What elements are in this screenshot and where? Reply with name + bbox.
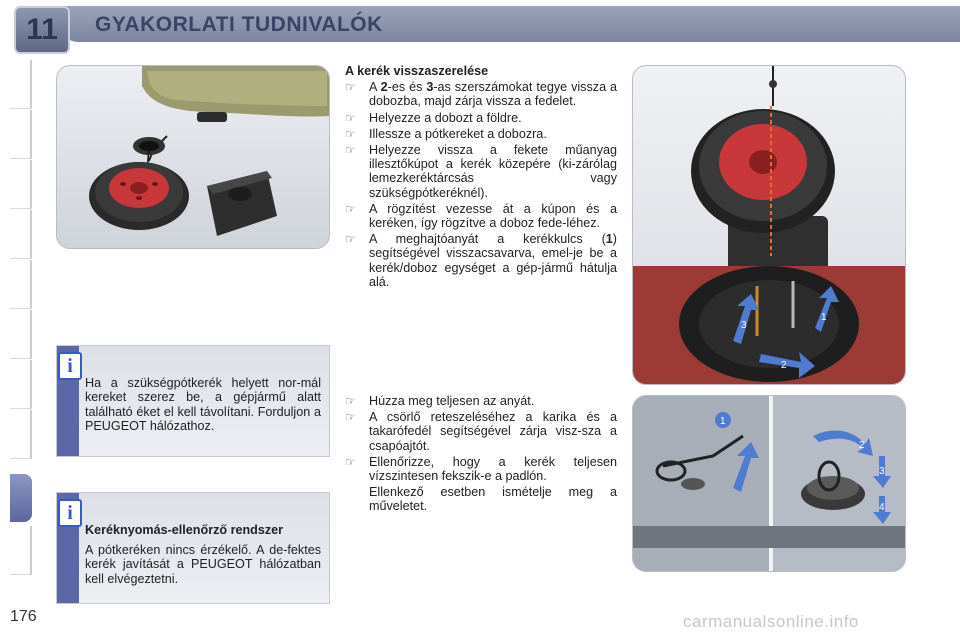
pointing-hand-icon: ☞ <box>345 232 356 247</box>
list-item: ☞ Helyezze vissza a fekete műanyag illesztőkúpot a kerék közepére (ki-zárólag lemezkeréktárcsás vagy szükségpótkeréknél). <box>345 143 617 200</box>
arrow-1-label: 1 <box>821 312 827 323</box>
illustration-floor-latch <box>632 395 906 572</box>
closing-note: Ellenkező esetben ismételje meg a műveletet. <box>369 485 617 514</box>
list-item: ☞ A meghajtóanyát a kerékkulcs (1) segítségével visszacsavarva, emel-je be a kerék/doboz egységet a gép-jármű hátulja alá. <box>345 232 617 289</box>
list-item: ☞ Húzza meg teljesen az anyát. <box>345 394 535 408</box>
instructions-top <box>345 64 617 291</box>
chapter-tab[interactable] <box>10 60 32 109</box>
chapter-tab-active[interactable] <box>10 474 32 522</box>
instructions-bottom <box>345 394 617 514</box>
list-item: ☞ A csörlő reteszeléséhez a karika és a takarófedél segítségével zárja visz-sza a csapóajtót. <box>345 410 617 453</box>
chapter-tab[interactable] <box>10 210 32 259</box>
info-icon: i <box>58 352 82 380</box>
list-item: ☞ A rögzítést vezesse át a kúpon és a keréken, így rögzítve a doboz fede-léhez. <box>345 201 617 231</box>
chapter-tab[interactable] <box>10 410 32 459</box>
chapter-tab[interactable] <box>10 260 32 309</box>
pointing-hand-icon: ☞ <box>345 410 356 425</box>
watermark: carmanualsonline.info <box>683 612 859 631</box>
chapter-tab[interactable] <box>10 360 32 409</box>
illustration-spare-wheel-under-car <box>56 65 330 249</box>
info-box-tyre-pressure <box>56 492 330 604</box>
page-title: GYAKORLATI TUDNIVALÓK <box>95 13 383 36</box>
illustration-wheel-mounting <box>632 65 906 385</box>
info-text: Ha a szükségpótkerék helyett nor-mál kereket szerez be, a gépjármű alatt található éket el kell távolítani. Forduljon a PEUGEOT hálózathoz. <box>85 376 321 434</box>
chapter-number-badge: 11 <box>14 6 70 54</box>
arrow-2-label: 2 <box>859 440 865 451</box>
list-item: ☞ A 2-es és 3-as szerszámokat tegye vissza a dobozba, majd zárja vissza a fedelet. <box>345 80 618 109</box>
arrow-3-label: 3 <box>741 320 747 331</box>
pointing-hand-icon: ☞ <box>345 454 356 469</box>
wheel-mounting-image <box>633 66 905 384</box>
page-header <box>0 0 960 48</box>
pointing-hand-icon: ☞ <box>345 143 356 158</box>
pointing-hand-icon: ☞ <box>345 110 356 125</box>
pointing-hand-icon: ☞ <box>345 201 356 216</box>
chapter-tab[interactable] <box>10 310 32 359</box>
arrow-4-label: 4 <box>879 502 885 513</box>
arrow-2-label: 2 <box>781 360 787 371</box>
arrow-1-label: 1 <box>720 416 726 427</box>
chapter-tab[interactable] <box>10 110 32 159</box>
chapter-tab-rail <box>0 60 34 580</box>
chapter-tab[interactable] <box>10 526 32 575</box>
floor-latch-image <box>633 396 905 571</box>
info-icon: i <box>58 499 82 527</box>
list-item: ☞ Illessze a pótkereket a dobozra. <box>345 126 547 141</box>
info-title: Keréknyomás-ellenőrző rendszer <box>85 523 284 537</box>
pointing-hand-icon: ☞ <box>345 80 356 95</box>
list-item: ☞ Ellenőrizze, hogy a kerék teljesen vízszintesen fekszik-e a padlón. <box>345 454 617 484</box>
chapter-tab[interactable] <box>10 160 32 209</box>
arrow-3-label: 3 <box>879 466 885 477</box>
page-number: 176 <box>10 608 37 625</box>
pointing-hand-icon: ☞ <box>345 394 356 408</box>
section-title: A kerék visszaszerelése <box>345 64 489 78</box>
list-item: ☞ Helyezze a dobozt a földre. <box>345 110 522 125</box>
pointing-hand-icon: ☞ <box>345 126 356 141</box>
info-box-normal-wheel <box>56 345 330 457</box>
info-text: A pótkeréken nincs érzékelő. A de-fektes kerék javítását a PEUGEOT hálózatban kell elvégeztetni. <box>85 543 321 586</box>
spare-wheel-scene-image <box>57 66 329 248</box>
